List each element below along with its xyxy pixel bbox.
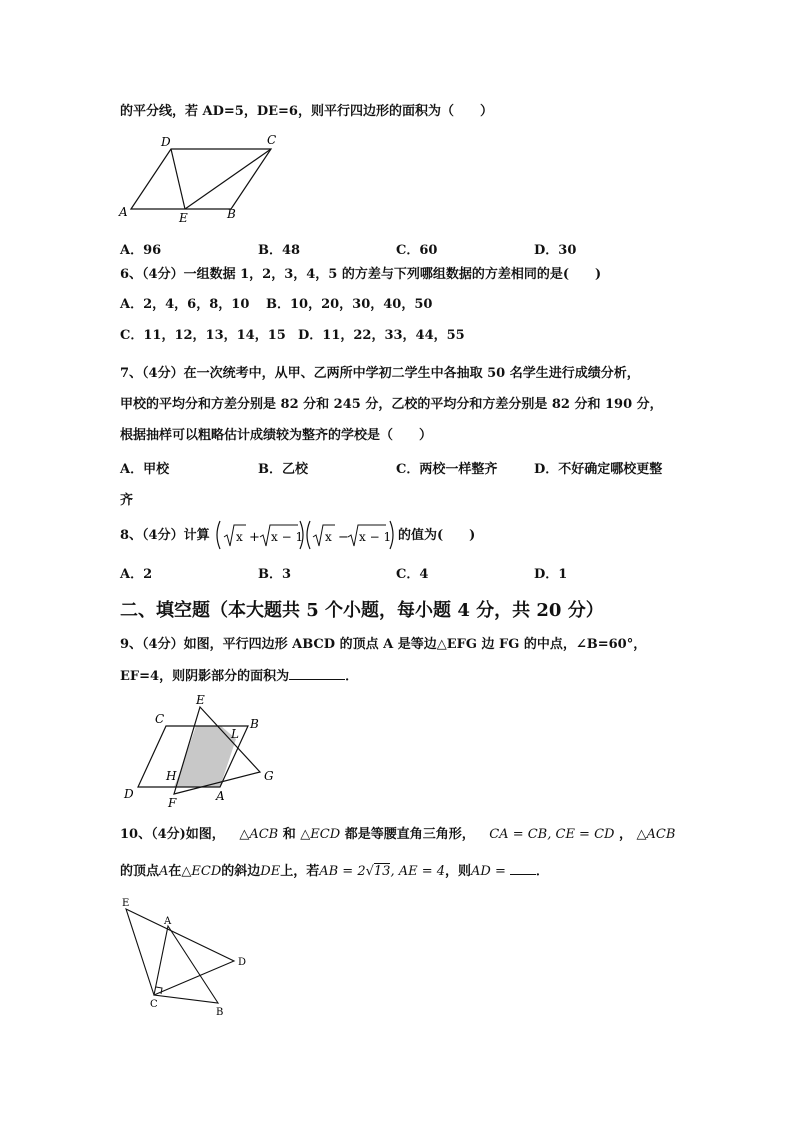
label-A: A (119, 205, 128, 219)
q7-option-d[interactable]: D．不好确定哪校更整 (534, 462, 663, 477)
label-C: C (267, 133, 277, 147)
q8-plus: + (249, 530, 260, 545)
q6-option-a[interactable]: A．2，4，6，8，10 (120, 297, 250, 312)
q5-option-d[interactable]: D．30 (534, 243, 577, 258)
q10-label-E: E (122, 898, 130, 909)
q8-prefix: 8、（4分）计算 (120, 528, 210, 543)
q8-xm1-1: x − 1 (271, 530, 304, 544)
q10-and: 和 (282, 827, 296, 842)
q10-tri1: △ACB (239, 827, 279, 842)
q9-label-G: G (264, 769, 274, 783)
q5-option-b[interactable]: B．48 (258, 243, 301, 258)
q7-line3: 根据抽样可以粗略估计成绩较为整齐的学校是（ ） (120, 428, 433, 443)
q10-answer-blank[interactable] (510, 862, 536, 875)
q8-x2: x (325, 530, 332, 544)
q5-text: 的平分线，若 AD=5，DE=6，则平行四边形的面积为（ ） (120, 104, 493, 119)
q8-option-b[interactable]: B．3 (258, 567, 292, 582)
q7-option-c[interactable]: C．两校一样整齐 (396, 462, 498, 477)
q8-option-c[interactable]: C．4 (396, 567, 429, 582)
q5-figure (115, 130, 295, 225)
q10-cond: CA = CB, CE = CD (489, 827, 615, 842)
label-E: E (179, 211, 188, 225)
q10-label-C: C (150, 999, 158, 1010)
q8-option-d[interactable]: D．1 (534, 567, 568, 582)
q6-option-c[interactable]: C．11，12，13，14，15 (120, 328, 286, 343)
q6-option-b[interactable]: B．10，20，30，40，50 (266, 297, 433, 312)
section-title: 二、填空题（本大题共 5 个小题，每小题 4 分，共 20 分） (120, 600, 604, 621)
q9-line2-prefix: EF=4，则阴影部分的面积为 (120, 669, 290, 684)
q7-option-b[interactable]: B．乙校 (258, 462, 308, 477)
q10-sqrt13: 13 (373, 864, 391, 879)
q10-end: ． (535, 864, 549, 879)
q10-line1 (120, 826, 675, 844)
q10-line2-e: ，则 (445, 864, 472, 879)
q8-option-a[interactable]: A．2 (120, 567, 153, 582)
q9-line2-suffix: ． (345, 669, 359, 684)
q9-label-B: B (250, 717, 259, 731)
q9-label-F: F (168, 796, 177, 810)
q9-label-L: L (231, 727, 239, 741)
q10-line2-c: 的斜边 (221, 864, 261, 879)
q10-tri3: △ACB (636, 827, 676, 842)
q8-x1: x (236, 530, 243, 544)
q9-figure (118, 692, 288, 810)
q10-comma: ， (619, 827, 633, 842)
q6-stem: 6、（4分）一组数据 1，2，3，4，5 的方差与下列哪组数据的方差相同的是( ) (120, 267, 602, 282)
q10-figure (118, 895, 258, 1020)
q10-DE: DE (260, 864, 281, 879)
q7-option-a[interactable]: A．甲校 (120, 462, 170, 477)
q10-mid: 都是等腰直角三角形， (344, 827, 475, 842)
q10-label-A: A (164, 916, 172, 927)
q10-ab: AB = 2 (319, 864, 366, 879)
q9-label-E: E (196, 693, 205, 707)
sqrt-icon: √ (365, 864, 374, 879)
q9-label-H: H (166, 769, 177, 783)
q10-prefix: 10、（4分)如图， (120, 827, 225, 842)
q6-option-d[interactable]: D．11，22，33，44，55 (298, 328, 465, 343)
q8-expression (214, 519, 398, 551)
q10-A: A (159, 864, 169, 879)
q5-option-c[interactable]: C．60 (396, 243, 438, 258)
q10-tri2: △ECD (300, 827, 341, 842)
q10-line2 (120, 862, 549, 881)
q8-xm1-2: x − 1 (359, 530, 392, 544)
q10-ad: AD = (471, 864, 506, 879)
q10-label-B: B (216, 1007, 224, 1018)
q9-line2 (120, 667, 358, 686)
q10-line2-d: 上，若 (280, 864, 320, 879)
q5-option-a[interactable]: A．96 (120, 243, 162, 258)
q10-line2-a: 的顶点 (120, 864, 160, 879)
q7-line2: 甲校的平均分和方差分别是 82 分和 245 分，乙校的平均分和方差分别是 82 分和 190 分， (120, 397, 663, 412)
q9-answer-blank[interactable] (289, 667, 345, 680)
q10-line2-b: 在 (168, 864, 182, 879)
q9-label-A: A (216, 789, 225, 803)
q9-label-C: C (155, 712, 165, 726)
q8-minus: − (338, 530, 349, 545)
label-D: D (161, 135, 171, 149)
label-B: B (227, 207, 236, 221)
q10-tri4: △ECD (181, 864, 222, 879)
q10-label-D: D (238, 957, 247, 968)
q7-line1: 7、（4分）在一次统考中，从甲、乙两所中学初二学生中各抽取 50 名学生进行成绩分析， (120, 366, 640, 381)
q7-option-d-wrap: 齐 (120, 493, 134, 508)
q9-line1: 9、（4分）如图，平行四边形 ABCD 的顶点 A 是等边△EFG 边 FG 的中点，∠B=60°， (120, 637, 647, 652)
q8-suffix: 的值为( ) (398, 528, 476, 543)
q10-ae: , AE = 4 (390, 864, 446, 879)
q9-label-D: D (124, 787, 134, 801)
